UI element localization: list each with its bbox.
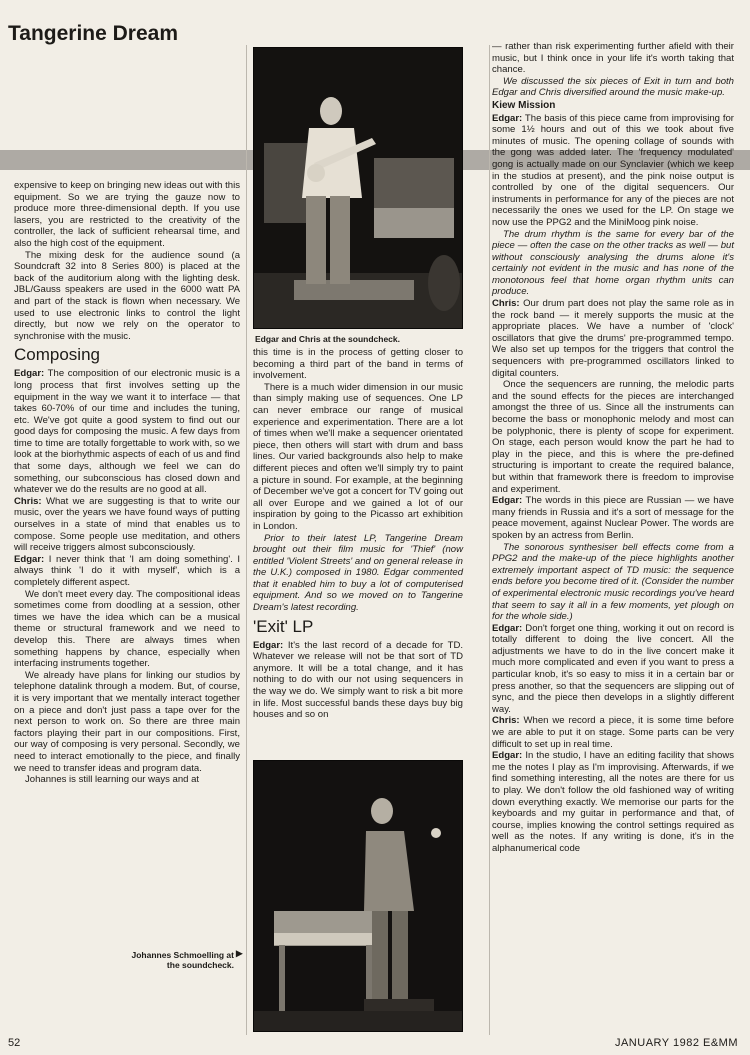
speaker: Chris: <box>14 495 42 507</box>
column-rule <box>489 45 490 1035</box>
paragraph: We discussed the six pieces of Exit in turn and both Edgar and Chris diversified around the music make-up. <box>492 75 734 99</box>
column-rule <box>246 45 247 1035</box>
paragraph: Once the sequencers are running, the melodic parts and the sound effects for the pieces are interchanged amongst the three of us. Since all the instruments can become the bass or monophonic melody and most can be polyphonic, there is plenty of scope for experiment. On stage, each person would know the part he had to play in the piece, and this is where the pre-defined structuring is important to create the required balance, but within that framework there is freedom to improvise and experiment. <box>492 379 734 495</box>
speaker: Edgar: <box>492 750 523 762</box>
column-2 <box>253 347 463 721</box>
paragraph: In the studio, I have an editing facility that shows me the notes I play as I'm improvising. Afterwards, if we find something interesting, all the notes are there for us to play. We don't follow the old fashioned way of writing down everything exactly. We memorise our parts for the keyboards and my guitar in performance and that, of course, implies knowing the control settings required as well as the notes. If any writing is done, it's in the alphanumerical code <box>492 750 734 854</box>
paragraph: What we are suggesting is that to write our music, over the years we have found ways of putting ourselves in a state of mind that enables us to compose. Some people use meditation, and others will receive triggers almost subconsciously. <box>14 495 240 554</box>
paragraph: When we record a piece, it is some time before we are able to put it on stage. Some parts can be very difficult to set up in real time. <box>492 715 734 750</box>
photo-caption: Johannes Schmoelling at the soundcheck. <box>131 950 234 970</box>
section-heading-kiew-mission: Kiew Mission <box>492 99 556 111</box>
paragraph: I never think that 'I am doing something'. I always think 'I do it with myself', which is a completely different aspect. <box>14 553 240 588</box>
page-number: 52 <box>8 1037 21 1049</box>
paragraph: — rather than risk experimenting further afield with their music, but I think once in your life it's worth taking that chance. <box>492 41 734 76</box>
footer-date: JANUARY 1982 E&MM <box>614 1037 738 1049</box>
paragraph: The words in this piece are Russian — we have many friends in Russia and it's a sort of message for the peace movement, against Nuclear Power. The words are spoken by an actress from Berlin. <box>492 495 734 541</box>
caption-arrow-icon: ▶ <box>236 948 243 958</box>
photo-edgar-chris <box>253 47 463 329</box>
paragraph: The drum rhythm is the same for every bar of the piece — often the case on the other tracks as well — but without consciously analysing the drums alone it's certainly not evident in the music and has none of the monotonous feel that home organ rhythm units can produce. <box>492 228 734 298</box>
section-heading-composing: Composing <box>14 345 100 365</box>
speaker: Edgar: <box>492 495 523 507</box>
speaker: Edgar: <box>492 622 523 634</box>
paragraph: Johannes is still learning our ways and at <box>25 774 200 786</box>
paragraph: The composition of our electronic music is a long process that first involves setting up the equipment in the way we want it to interface — that takes 60-70% of our time and includes the tuning, etc. We've got quite a good system to find out our good days for composing the music. A few days from time to time are totally forgettable to work with, so we look at the biorhythmic aspects of each of us and find that some days, although we feel we can do something, our subconscious has closed down and whatever we do the results are no good at all. <box>14 368 240 496</box>
paragraph: this time is in the process of getting closer to becoming a third part of the band in terms of involvement. <box>253 347 463 382</box>
paragraph: We already have plans for linking our studios by telephone datalink through a modem. But, of course, it is very important that we mentally interact together on a piece and don't just pass a tape over for the next person to work on. So there are three main factors playing their part in our compositions. First, our way of composing is very personal. Secondly, we need to interact emotionally to the piece, and finally we need to transfer ideas and program data. <box>14 669 240 774</box>
paragraph: It's the last record of a decade for TD. Whatever we release will not be that sort of TD anymore. It will be a total change, and it has nothing to do with our not using sequencers in the way we do. We simply want to risk a bit more in life. Most successful bands these days buy big houses and so on <box>253 639 463 721</box>
paragraph: We don't meet every day. The compositional ideas sometimes come from doodling at a session, other times we have the idea which can be a musical theme or structural framework and we need to develop this. There are always times when something happens by chance, especially when interfacing instruments together. <box>14 588 240 670</box>
photo-image <box>254 48 462 328</box>
photo-image <box>254 761 462 1031</box>
paragraph: Our drum part does not play the same role as in the rock band — it merely supports the music at the appropriate places. We have a number of 'clock' oscillators that give the drums' pre-programmed tempo. We also set up tempos for the triggers that control the sequencers with pre-programmed oscillators linked to digital counters. <box>492 298 734 379</box>
speaker: Chris: <box>492 298 520 310</box>
photo-caption: Edgar and Chris at the soundcheck. <box>255 334 401 344</box>
article-title: Tangerine Dream <box>8 22 178 45</box>
section-heading-exit-lp: 'Exit' LP <box>253 616 314 636</box>
paragraph: expensive to keep on bringing new ideas out with this equipment. So we are trying the gauze now to produce more three-dimensional depth. If you use lasers, you are restricted to the creativity of the controller, the lack of sufficient rehearsal time, and also the high cost of the equipment. <box>14 180 240 249</box>
paragraph: Don't forget one thing, working it out on record is totally different to doing the live concert. All the adjustments we have to do in the live concert make it much more complicated and even if you want to press a particular knob, it's so easy to miss it in a certain bar or press another, so that the sequencers are slipping out of sync, and the piece then develops in a slightly different way. <box>492 622 734 715</box>
column-3 <box>492 41 734 855</box>
paragraph: There is a much wider dimension in our music than simply making use of sequences. One LP can never embrace our range of musical experience and experimentation. There are a lot of times when we'll make a sequencer orientated piece, then others will start with drum and bass lines. Our varied backgrounds also help to make different pieces and often we'll simply try to paint a picture in sound. For example, at the beginning of December we've got a concert for TV going out all over Europe and we gained a lot of our inspiration by going to the Picasso art exhibition in London. <box>253 381 463 532</box>
paragraph: The basis of this piece came from improvising for some 1½ hours and out of this we took about five minutes of music. The opening collage of sounds with the gong was added later. The 'frequency modulated' gong is actually made on our Synclavier (which we keep in the studios at present), and the pink noise output is controlled by one of the digital sequencers. Our instruments in performance for any of the pieces are not necessarily the ones we used for the LP. On stage we now use the PPG2 and the MiniMoog pink noise. <box>492 112 734 228</box>
speaker: Edgar: <box>14 368 45 380</box>
speaker: Edgar: <box>14 553 45 565</box>
paragraph: Prior to their latest LP, Tangerine Dream brought out their film music for 'Thief' (now entitled 'Violent Streets' and on general release in the U.K.) composed in 1980. Edgar commented that it enabled him to buy a lot of computerised equipment. And so we moved on to Tangerine Dream's latest recording. <box>253 532 463 614</box>
paragraph: The sonorous synthesiser bell effects come from a PPG2 and the make-up of the piece highlights another extremely important aspect of TD music: the sequence ends before you become tired of it. (Consider the number of experimental electronic music recordings you've heard that seem to say it all in a few moments, yet plough on for the whole side.) <box>492 541 734 623</box>
photo-johannes <box>253 760 463 1032</box>
column-1 <box>14 180 240 786</box>
speaker: Edgar: <box>253 639 284 651</box>
speaker: Chris: <box>492 715 520 727</box>
speaker: Edgar: <box>492 112 523 124</box>
paragraph: The mixing desk for the audience sound (a Soundcraft 32 into 8 Series 800) is placed at the back of the auditorium along with the lighting desk. JBL/Gauss speakers are used in the 6000 watt PA and part of the stack is flown when necessary. We used to use electronic links to control the light directly, but now we rely on the operator to synchronise with the music. <box>14 249 240 342</box>
